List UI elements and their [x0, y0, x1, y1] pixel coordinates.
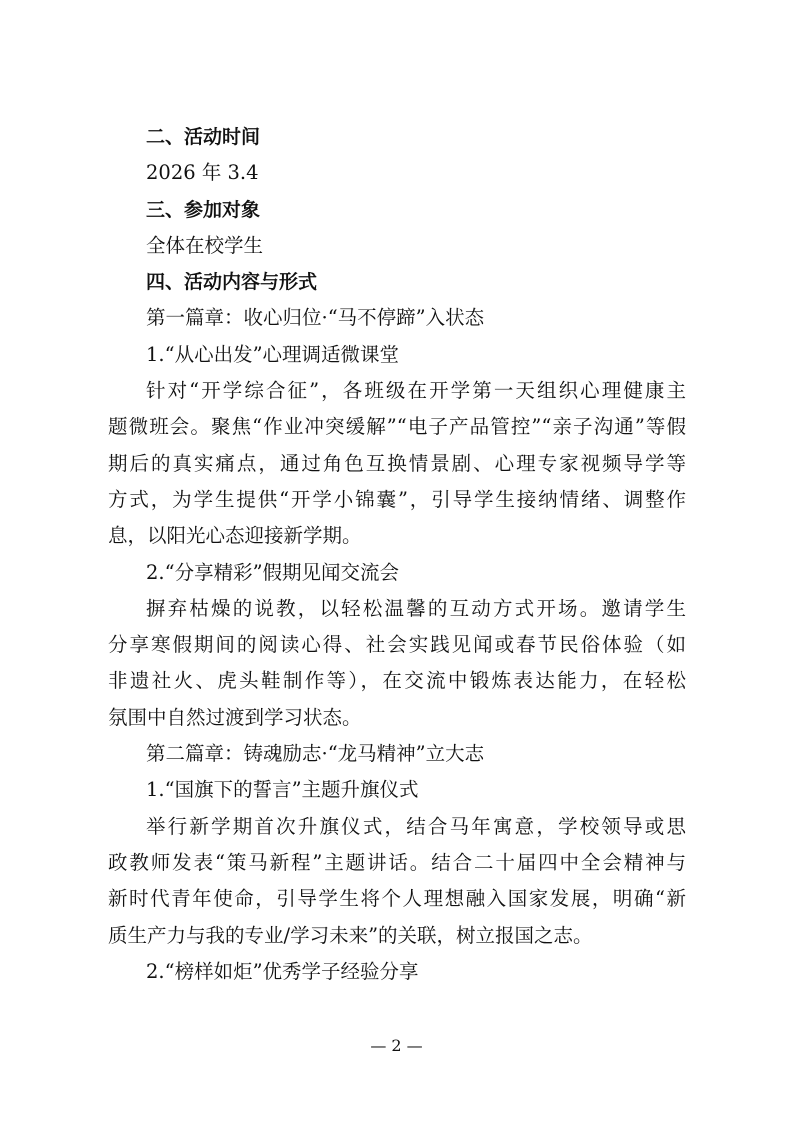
paragraph-line: 分享寒假期间的阅读心得、社会实践见闻或春节民俗体验（如: [108, 633, 686, 657]
paragraph-line: 息，以阳光心态迎接新学期。: [108, 524, 362, 548]
paragraph-line: 新时代青年使命，引导学生将个人理想融入国家发展，明确“新: [108, 887, 686, 911]
page-number: — 2 —: [370, 1036, 423, 1055]
paragraph-line: 期后的真实痛点，通过角色互换情景剧、心理专家视频导学等: [108, 451, 686, 475]
paragraph-line: 针对“开学综合征”，各班级在开学第一天组织心理健康主: [146, 379, 686, 403]
paragraph-line: 题微班会。聚焦“作业冲突缓解”“电子产品管控”“亲子沟通”等假: [108, 415, 686, 439]
document-body: [108, 119, 686, 990]
paragraph-line: 摒弃枯燥的说教，以轻松温馨的互动方式开场。邀请学生: [146, 596, 686, 620]
text-line: 2.“榜样如炬”优秀学子经验分享: [146, 959, 419, 983]
section-heading: 四、活动内容与形式: [146, 271, 318, 294]
text-line: 1.“从心出发”心理调适微课堂: [146, 342, 400, 366]
paragraph-line: 方式，为学生提供“开学小锦囊”，引导学生接纳情绪、调整作: [108, 487, 686, 511]
paragraph-line: 政教师发表“策马新程”主题讲话。结合二十届四中全会精神与: [108, 850, 686, 874]
paragraph-line: 质生产力与我的专业/学习未来”的关联，树立报国之志。: [108, 923, 593, 947]
text-line: 第一篇章：收心归位·“马不停蹄”入状态: [146, 306, 485, 330]
paragraph-line: 举行新学期首次升旗仪式，结合马年寓意，学校领导或思: [146, 814, 686, 838]
section-heading: 三、参加对象: [146, 198, 261, 221]
text-line: 1.“国旗下的誓言”主题升旗仪式: [146, 778, 419, 802]
paragraph-line: 非遗社火、虎头鞋制作等），在交流中锻炼表达能力，在轻松: [108, 669, 686, 693]
section-heading: 二、活动时间: [146, 126, 261, 148]
text-line: 全体在校学生: [146, 233, 264, 257]
text-line: 第二篇章：铸魂励志·“龙马精神”立大志: [146, 742, 485, 766]
text-line: 2026 年 3.4: [146, 161, 259, 185]
text-line: 2.“分享精彩”假期见闻交流会: [146, 560, 400, 584]
paragraph-line: 氛围中自然过渡到学习状态。: [108, 705, 362, 729]
